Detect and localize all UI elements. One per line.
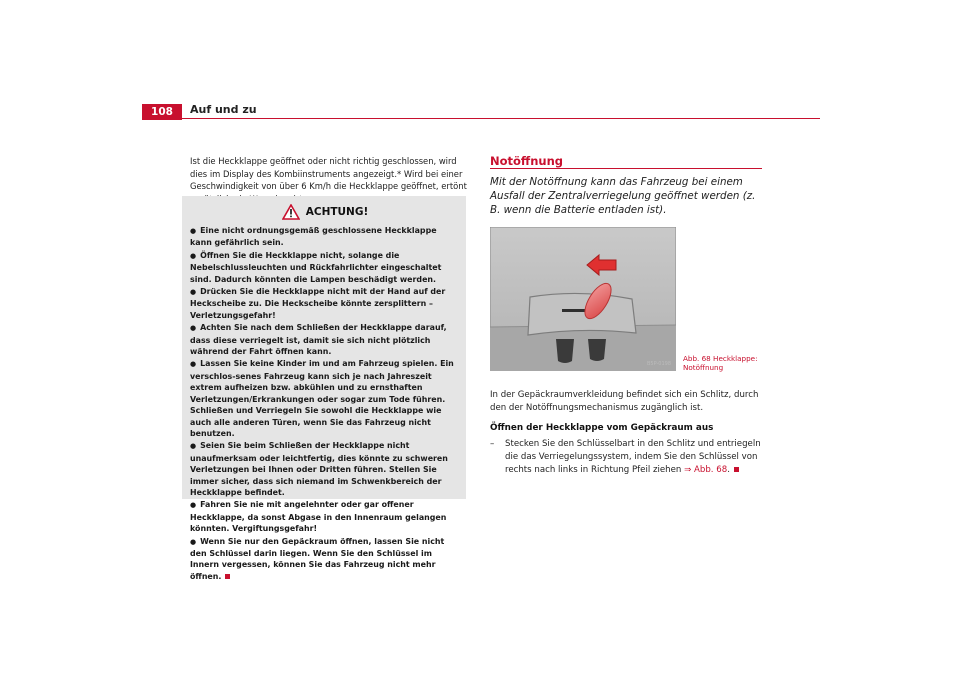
warning-header [190, 204, 460, 220]
figure-illustration [490, 227, 676, 371]
section-title: Notöffnung [490, 154, 564, 168]
end-of-section-mark [225, 574, 230, 579]
warning-list [190, 225, 460, 582]
procedure-step [490, 438, 765, 476]
lead-paragraph: Mit der Notöffnung kann das Fahrzeug bei einem Ausfall der Zentralverriegelung geöffnet werden (z. B. wenn die Batterie entladen ist). [490, 176, 756, 216]
running-title: Auf und zu [190, 103, 257, 116]
figure-reference-link[interactable]: ⇒ Abb. 68 [684, 464, 728, 475]
figure-code: B5P-0198 [646, 361, 671, 367]
warning-item: ● Öffnen Sie die Heckklappe nicht, solange die Nebelschlussleuchten und Rückfahrlichter eingeschaltet sind. Dadurch könnten die Lampen beschädigt werden. [190, 250, 460, 285]
warning-box [182, 196, 466, 581]
figure-caption: Abb. 68 Heckklappe: Notöffnung [683, 354, 758, 372]
warning-item: ● Lassen Sie keine Kinder im und am Fahrzeug spielen. Ein verschlos-senes Fahrzeug kann sich je nach Jahreszeit extrem aufheizen bzw. abkühlen und zu ernsthaften Verletzungen/Erkrankungen oder sogar zum Tode führen. Schließen und Verriegeln Sie sowohl die Heckklappe wie auch alle anderen Türen, wenn Sie das Fahrzeug nicht benutzen. [190, 358, 460, 439]
procedure-heading: Öffnen der Heckklappe vom Gepäckraum aus [490, 423, 714, 433]
section-rule [490, 168, 762, 169]
page-number: 108 [142, 104, 182, 120]
warning-item: ● Seien Sie beim Schließen der Heckklappe nicht unaufmerksam oder leichtfertig, dies könnte zu schweren Verletzungen bei Ihnen oder Dritten führen. Stellen Sie immer sicher, dass sich niemand im Schwenkbereich der Heckklappe befindet. [190, 440, 460, 498]
warning-title: ACHTUNG! [305, 206, 369, 218]
warning-item: ● Wenn Sie nur den Gepäckraum öffnen, lassen Sie nicht den Schlüssel darin liegen. Wenn Sie den Schlüssel im Innern vergessen, können Sie das Fahrzeug nicht mehr öffnen. [190, 536, 460, 583]
warning-item: ● Drücken Sie die Heckklappe nicht mit der Hand auf der Heckscheibe zu. Die Heckscheibe könnte zersplittern – Verletzungsgefahr! [190, 286, 460, 321]
header-rule [182, 118, 820, 119]
body-paragraph: In der Gepäckraumverkleidung befindet sich ein Schlitz, durch den der Notöffnungsmechanismus zugänglich ist. [490, 390, 759, 413]
warning-item: ● Fahren Sie nie mit angelehnter oder gar offener Heckklappe, da sonst Abgase in den Innenraum gelangen könnten. Vergiftungsgefahr! [190, 499, 460, 534]
intro-paragraph: Ist die Heckklappe geöffnet oder nicht richtig geschlossen, wird dies im Display des Kombiinstruments angezeigt.* Wird bei einer Geschwindigkeit von über 6 Km/h die Heckklappe geöffnet, ertönt [190, 156, 467, 192]
end-of-section-mark [734, 467, 739, 472]
warning-triangle-icon [282, 204, 300, 220]
figure-emergency-release [490, 227, 676, 371]
warning-item: ● Eine nicht ordnungsgemäß geschlossene Heckklappe kann gefährlich sein. [190, 225, 460, 249]
step-dash: – [490, 439, 495, 449]
warning-item: ● Achten Sie nach dem Schließen der Heckklappe darauf, dass diese verriegelt ist, damit sie sich nicht plötzlich während der Fahrt öffnen kann. [190, 322, 460, 357]
step-text: Stecken Sie den Schlüsselbart in den Schlitz und entriegeln die das Verriegelungssystem, indem Sie den Schlüssel von rechts nach links in Richtung Pfeil ziehen ⇒ Abb. 68. [505, 439, 761, 475]
